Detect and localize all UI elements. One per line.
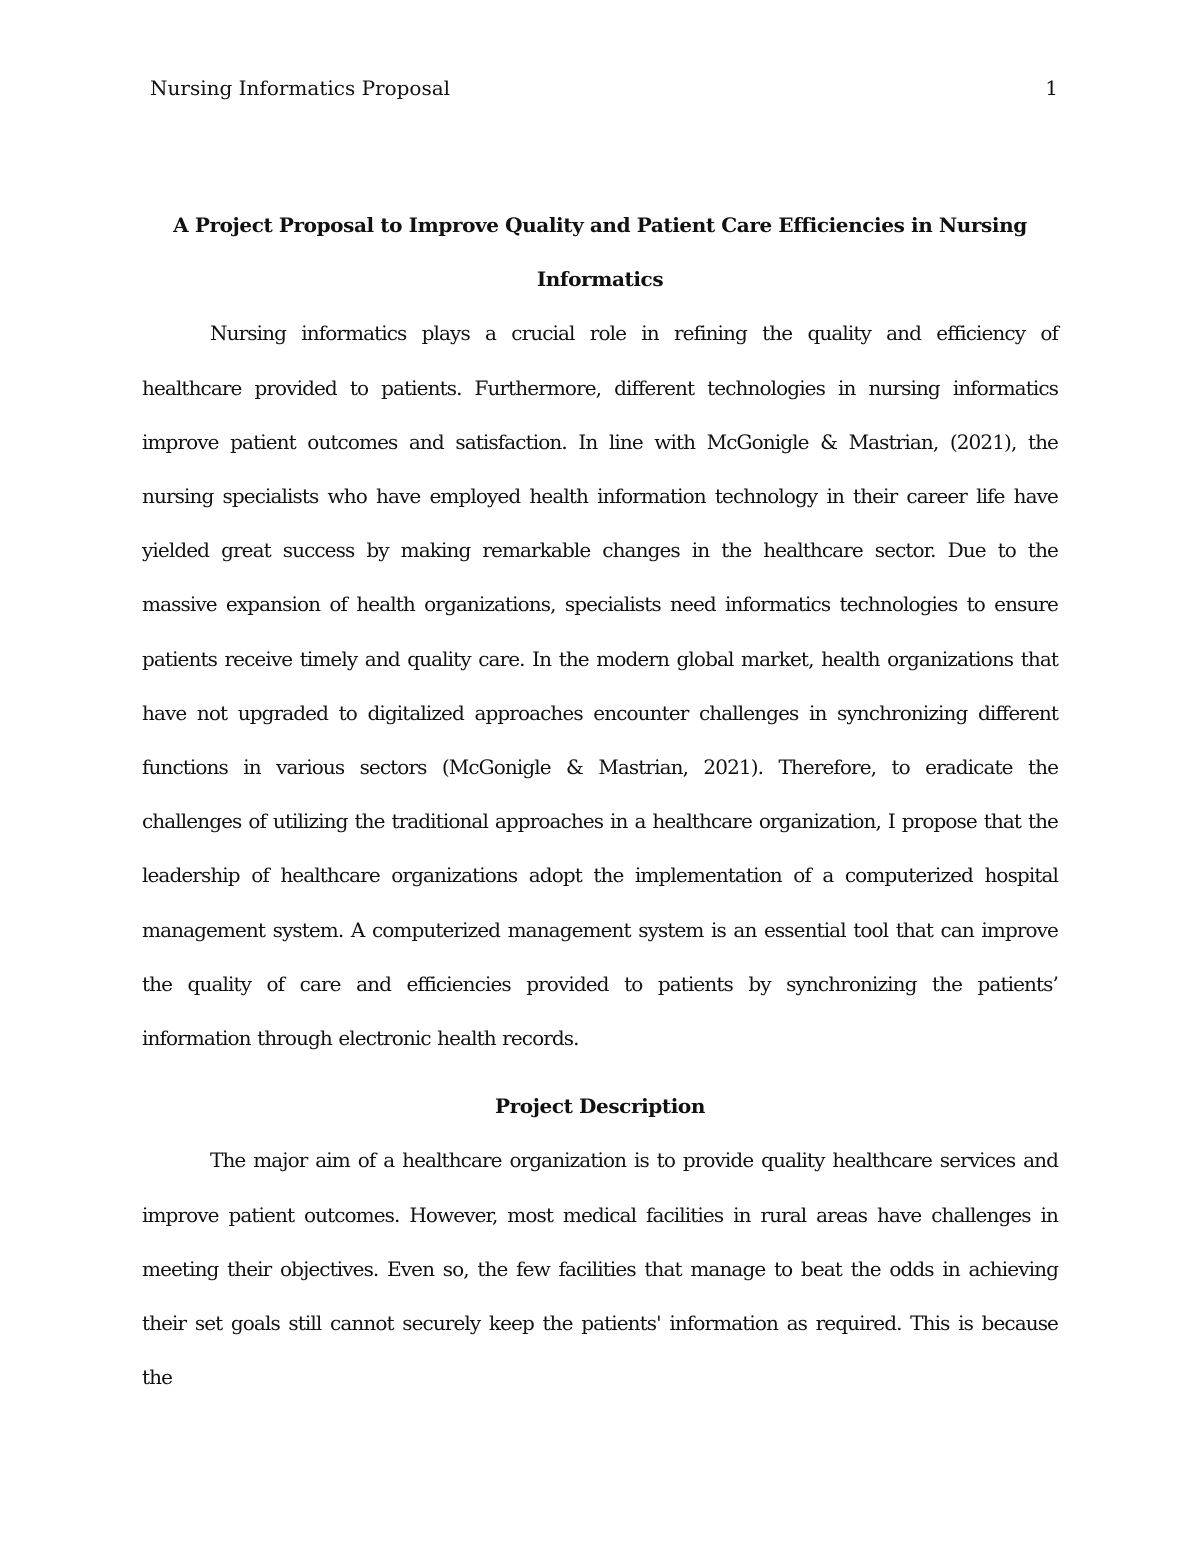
intro-paragraph: Nursing informatics plays a crucial role in refining the quality and efficiency of healthcare provided to patients. Furthermore, different technologies in nursing informatics improve patient outcomes and satisfaction. In line with McGonigle & Mastrian, (2021), the nursing specialists who have employed health information technology in their career life have yielded great success by making remarkable changes in the healthcare sector. Due to the massive expansion of health organizations, specialists need informatics technologies to ensure patients receive timely and quality care. In the modern global market, health organizations that have not upgraded to digitalized approaches encounter challenges in synchronizing different functions in various sectors (McGonigle & Mastrian, 2021). Therefore, to eradicate the challenges of utilizing the traditional approaches in a healthcare organization, I propose that the leadership of healthcare organizations adopt the implementation of a computerized hospital management system. A computerized management system is an essential tool that can improve the quality of care and efficiencies provided to patients by synchronizing the patients’ information through electronic health records. bbox=[142, 321, 1058, 1051]
section-paragraph: The major aim of a healthcare organization is to provide quality healthcare services and improve patient outcomes. However, most medical facilities in rural areas have challenges in meeting their objectives. Even so, the few facilities that manage to beat the odds in achieving their set goals still cannot securely keep the patients' information as required. This is because the bbox=[142, 1148, 1058, 1390]
section-heading: Project Description bbox=[495, 1094, 705, 1119]
running-head: Nursing Informatics Proposal bbox=[150, 76, 451, 100]
document-body bbox=[142, 198, 1058, 1404]
page-number: 1 bbox=[1045, 76, 1058, 100]
document-title: A Project Proposal to Improve Quality and Patient Care Efficiencies in Nursing Informatics bbox=[173, 213, 1027, 292]
page-header bbox=[150, 72, 1058, 104]
